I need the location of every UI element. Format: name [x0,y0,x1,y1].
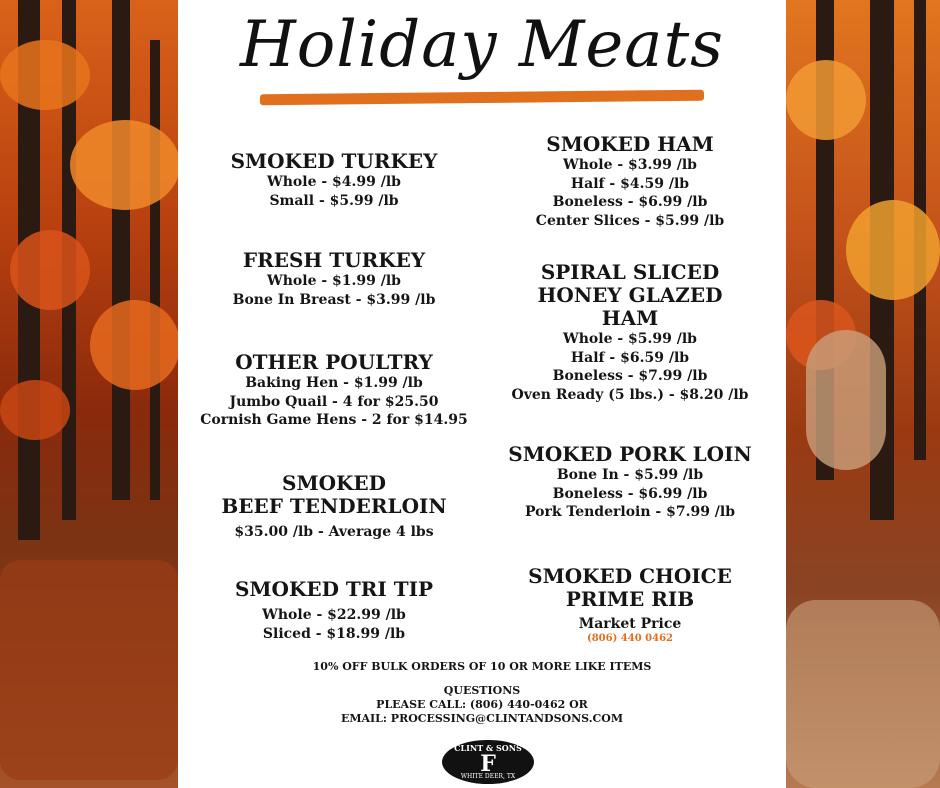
page-title: Holiday Meats [239,8,725,82]
autumn-forest-left-image [0,0,178,788]
section-heading: FRESH TURKEY [242,248,426,272]
section-heading: SMOKED [282,471,386,495]
price-item: $35.00 /lb - Average 4 lbs [234,524,434,540]
section-smoked-pork-loin [482,443,778,522]
price-item: Whole - $1.99 /lb [267,273,401,289]
bulk-discount-text: 10% OFF BULK ORDERS OF 10 OR MORE LIKE ITEMS [312,660,652,673]
autumn-forest-right-image [786,0,940,788]
price-item: Half - $6.59 /lb [570,349,690,366]
section-smoked-beef-tenderloin [186,472,482,542]
section-heading: OTHER POULTRY [235,350,433,374]
section-heading: HAM [601,306,659,330]
section-smoked-prime-rib [482,565,778,645]
section-spiral-sliced-ham [482,261,778,404]
section-smoked-tri-tip [186,578,482,643]
section-heading: SPIRAL SLICED [540,260,720,284]
questions-heading: QUESTIONS [443,684,521,697]
contact-email-text: EMAIL: PROCESSING@CLINTANDSONS.COM [340,712,624,725]
price-item: Whole - $5.99 /lb [563,331,697,347]
price-item: Pork Tenderloin - $7.99 /lb [524,504,736,520]
price-item: Boneless - $7.99 /lb [552,368,708,384]
price-item: Small - $5.99 /lb [269,192,399,209]
price-item: Boneless - $6.99 /lb [552,194,708,210]
phone-number: (806) 440 0462 [586,633,673,644]
section-fresh-turkey [186,249,482,309]
price-item: Oven Ready (5 lbs.) - $8.20 /lb [511,386,749,403]
section-heading: SMOKED CHOICE [528,564,732,588]
logo-top-text: CLINT & SONS [454,743,522,753]
price-item: Sliced - $18.99 /lb [262,625,406,642]
price-item: Whole - $22.99 /lb [262,607,406,623]
price-item: Jumbo Quail - 4 for $25.50 [229,393,439,410]
section-heading: SMOKED PORK LOIN [508,442,752,466]
section-heading: SMOKED TRI TIP [234,577,434,601]
price-item: Boneless - $6.99 /lb [552,485,708,502]
section-heading: SMOKED TURKEY [230,149,438,173]
section-heading: PRIME RIB [565,587,695,611]
price-item: Bone In Breast - $3.99 /lb [232,291,436,308]
price-item: Whole - $4.99 /lb [267,174,401,190]
title-underline [260,90,704,106]
clint-and-sons-logo [442,740,534,784]
section-heading: SMOKED HAM [546,132,714,156]
section-smoked-ham [482,133,778,230]
market-price-label: Market Price [578,616,682,632]
section-heading: HONEY GLAZED [537,283,723,307]
contact-phone-text: PLEASE CALL: (806) 440-0462 OR [376,698,588,711]
price-item: Half - $4.59 /lb [570,175,690,192]
menu-panel [178,0,786,788]
price-item: Center Slices - $5.99 /lb [535,212,725,229]
price-item: Bone In - $5.99 /lb [556,467,704,483]
price-item: Baking Hen - $1.99 /lb [245,375,423,391]
logo-bottom-text: WHITE DEER, TX [460,773,516,780]
price-item: Whole - $3.99 /lb [563,157,697,173]
price-item: Cornish Game Hens - 2 for $14.95 [200,412,468,428]
section-smoked-turkey [186,150,482,210]
section-heading: BEEF TENDERLOIN [221,494,447,518]
section-other-poultry [186,351,482,430]
logo-letter: F [480,751,496,777]
